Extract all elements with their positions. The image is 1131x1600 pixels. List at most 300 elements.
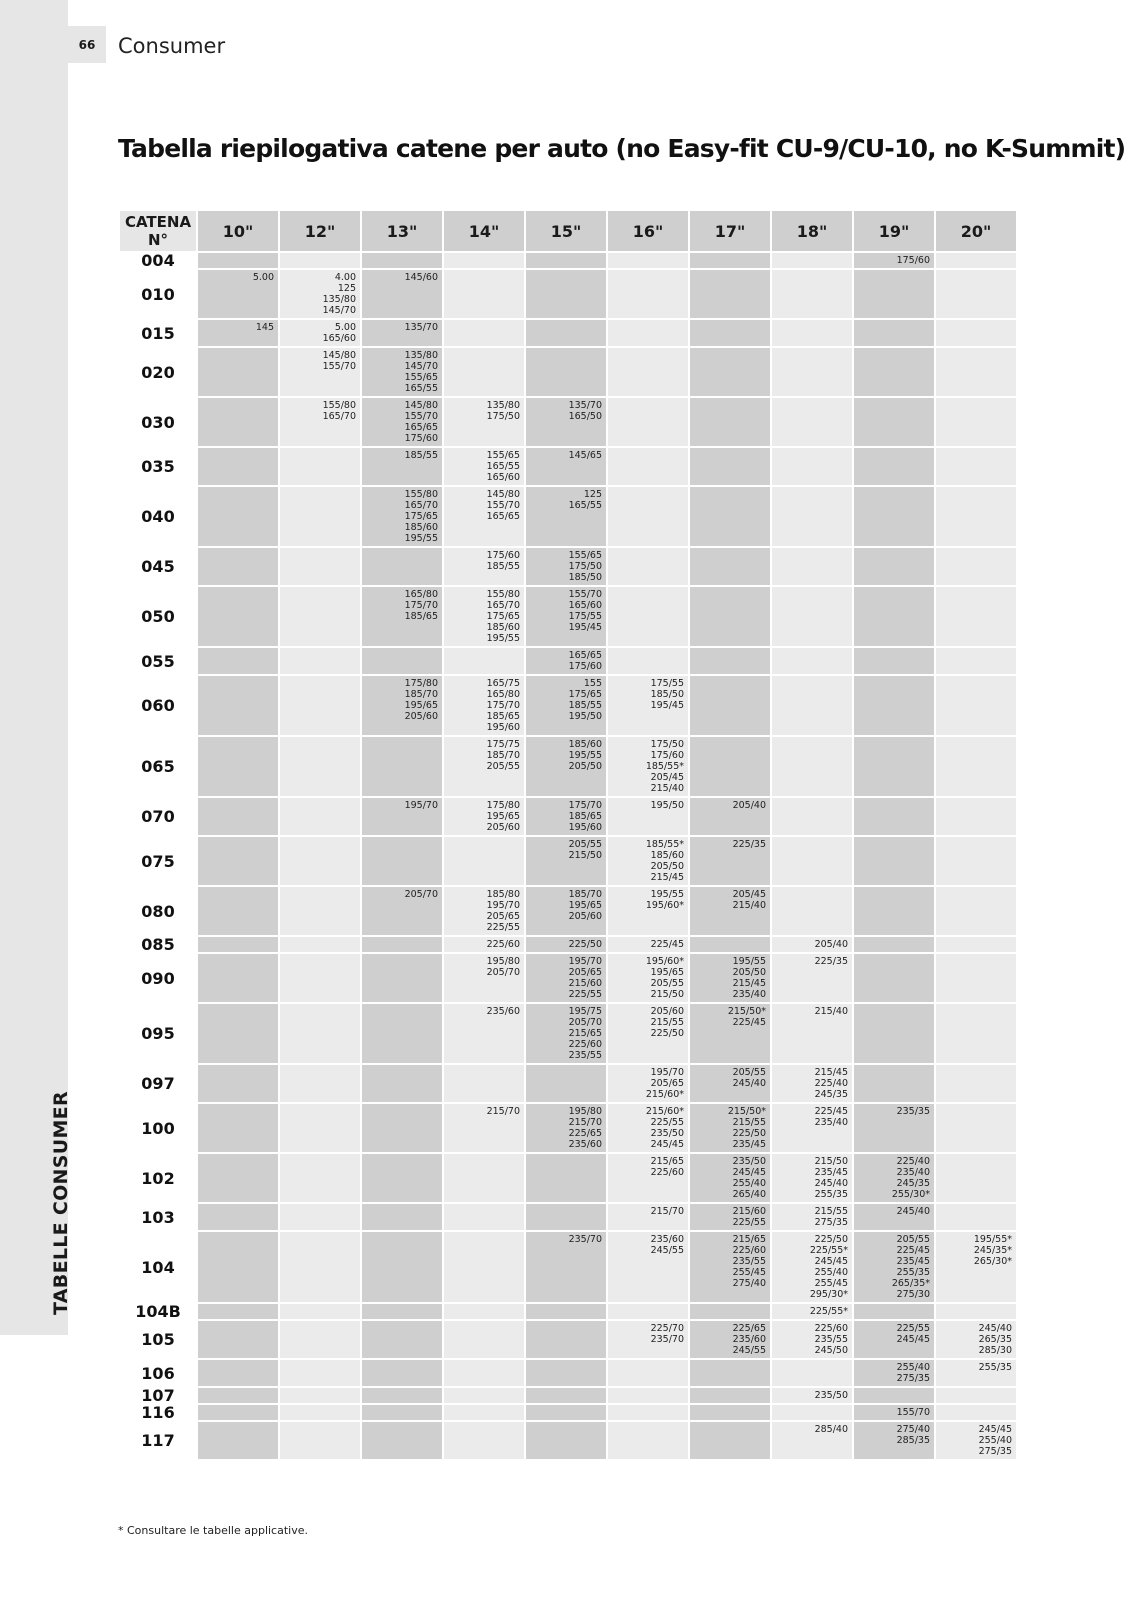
size-cell	[280, 1204, 360, 1230]
size-cell	[936, 1004, 1016, 1063]
size-cell: 155/70	[854, 1405, 934, 1420]
size-cell	[772, 348, 852, 396]
size-cell	[362, 954, 442, 1002]
size-cell	[772, 648, 852, 674]
size-cell	[772, 798, 852, 835]
size-cell: 185/55	[362, 448, 442, 485]
size-cell: 165/80 175/70 185/65	[362, 587, 442, 646]
size-cell	[198, 737, 278, 796]
size-cell	[854, 954, 934, 1002]
size-cell	[198, 1104, 278, 1152]
size-cell	[198, 937, 278, 952]
size-cell	[608, 487, 688, 546]
size-cell	[772, 398, 852, 446]
table-row	[120, 887, 1016, 935]
size-cell: 245/45 255/40 275/35	[936, 1422, 1016, 1459]
size-cell: 215/50 235/45 245/40 255/35	[772, 1154, 852, 1202]
size-cell	[936, 1304, 1016, 1319]
size-cell	[936, 348, 1016, 396]
size-cell	[198, 253, 278, 268]
size-cell: 185/60 195/55 205/50	[526, 737, 606, 796]
size-cell	[198, 1004, 278, 1063]
size-cell: 175/80 185/70 195/65 205/60	[362, 676, 442, 735]
size-cell: 175/70 185/65 195/60	[526, 798, 606, 835]
size-cell	[362, 1204, 442, 1230]
size-cell: 225/45 235/40	[772, 1104, 852, 1152]
size-cell	[854, 737, 934, 796]
size-cell	[608, 1388, 688, 1403]
size-cell	[198, 648, 278, 674]
size-cell	[936, 954, 1016, 1002]
size-cell	[280, 253, 360, 268]
size-cell	[444, 1232, 524, 1302]
table-row	[120, 1321, 1016, 1358]
table-header-row	[120, 211, 1016, 251]
size-cell	[608, 587, 688, 646]
table-row	[120, 1004, 1016, 1063]
size-cell	[936, 887, 1016, 935]
size-cell	[280, 1104, 360, 1152]
size-cell	[526, 270, 606, 318]
size-cell	[444, 1405, 524, 1420]
size-cell	[198, 1388, 278, 1403]
size-cell	[526, 1321, 606, 1358]
table-row	[120, 1154, 1016, 1202]
size-cell: 255/40 275/35	[854, 1360, 934, 1386]
size-cell	[526, 1304, 606, 1319]
table-row	[120, 1405, 1016, 1420]
chains-summary-table	[118, 209, 1018, 1461]
size-cell	[936, 398, 1016, 446]
size-cell: 195/70 205/65 215/60*	[608, 1065, 688, 1102]
catena-number: 015	[141, 323, 175, 343]
size-cell: 205/55 215/50	[526, 837, 606, 885]
size-cell	[444, 270, 524, 318]
size-cell	[936, 798, 1016, 835]
catena-number: 097	[141, 1074, 175, 1093]
size-cell	[772, 676, 852, 735]
size-cell: 215/55 275/35	[772, 1204, 852, 1230]
size-cell	[280, 548, 360, 585]
table-row	[120, 837, 1016, 885]
size-cell: 245/40 265/35 285/30	[936, 1321, 1016, 1358]
size-cell	[854, 837, 934, 885]
size-cell	[690, 676, 770, 735]
size-cell	[280, 487, 360, 546]
size-cell	[362, 1004, 442, 1063]
table-row	[120, 1388, 1016, 1403]
side-section-label: TABELLE CONSUMER	[50, 1091, 72, 1315]
table-row	[120, 937, 1016, 952]
size-cell	[854, 270, 934, 318]
table-row	[120, 1204, 1016, 1230]
size-cell: 165/65 175/60	[526, 648, 606, 674]
size-cell: 215/50* 215/55 225/50 235/45	[690, 1104, 770, 1152]
table-row	[120, 487, 1016, 546]
size-cell: 285/40	[772, 1422, 852, 1459]
size-cell	[608, 1304, 688, 1319]
size-cell: 205/70	[362, 887, 442, 935]
size-cell	[772, 1405, 852, 1420]
size-cell	[362, 837, 442, 885]
table-row	[120, 1360, 1016, 1386]
catena-number: 102	[141, 1168, 175, 1188]
size-cell: 215/65 225/60 235/55 255/45 275/40	[690, 1232, 770, 1302]
size-cell: 215/70	[608, 1204, 688, 1230]
size-cell: 235/50 245/45 255/40 265/40	[690, 1154, 770, 1202]
size-cell: 145/60	[362, 270, 442, 318]
size-cell	[772, 587, 852, 646]
size-cell	[936, 1065, 1016, 1102]
page-title: Tabella riepilogativa catene per auto (no Easy-fit CU-9/CU-10, no K-Summit)	[118, 134, 1126, 163]
size-cell	[608, 1422, 688, 1459]
size-cell	[362, 1232, 442, 1302]
size-cell	[444, 1422, 524, 1459]
size-cell	[444, 837, 524, 885]
size-cell: 225/70 235/70	[608, 1321, 688, 1358]
table-row	[120, 548, 1016, 585]
size-cell: 205/60 215/55 225/50	[608, 1004, 688, 1063]
size-cell	[198, 1154, 278, 1202]
catena-number: 106	[141, 1363, 175, 1383]
size-cell: 155/65 175/50 185/50	[526, 548, 606, 585]
table-row	[120, 798, 1016, 835]
size-cell	[198, 348, 278, 396]
size-cell	[362, 737, 442, 796]
size-cell: 225/45	[608, 937, 688, 952]
size-cell	[280, 837, 360, 885]
size-cell	[198, 487, 278, 546]
size-cell	[772, 320, 852, 346]
size-cell	[854, 398, 934, 446]
size-cell: 205/45 215/40	[690, 887, 770, 935]
size-cell	[854, 487, 934, 546]
size-cell	[690, 737, 770, 796]
size-cell: 215/70	[444, 1104, 524, 1152]
size-cell: 125 165/55	[526, 487, 606, 546]
size-cell: 135/80 145/70 155/65 165/55	[362, 348, 442, 396]
column-header: 17"	[690, 211, 770, 251]
size-cell	[936, 448, 1016, 485]
size-cell: 175/80 195/65 205/60	[444, 798, 524, 835]
size-cell: 235/70	[526, 1232, 606, 1302]
size-cell	[444, 1204, 524, 1230]
size-cell	[362, 253, 442, 268]
size-cell	[690, 320, 770, 346]
size-cell	[526, 1388, 606, 1403]
size-cell	[362, 648, 442, 674]
size-cell	[362, 1388, 442, 1403]
table-row	[120, 1065, 1016, 1102]
size-cell	[772, 448, 852, 485]
size-cell	[280, 1405, 360, 1420]
size-cell: 155/80 165/70	[280, 398, 360, 446]
catena-number: 010	[141, 284, 175, 304]
size-cell: 275/40 285/35	[854, 1422, 934, 1459]
table-row	[120, 1304, 1016, 1319]
catena-number: 030	[141, 412, 175, 432]
table-row	[120, 270, 1016, 318]
size-cell: 215/50* 225/45	[690, 1004, 770, 1063]
size-cell	[690, 1388, 770, 1403]
size-cell	[936, 1104, 1016, 1152]
size-cell: 205/40	[690, 798, 770, 835]
size-cell	[280, 1321, 360, 1358]
size-cell	[198, 398, 278, 446]
size-cell	[362, 1304, 442, 1319]
size-cell: 185/70 195/65 205/60	[526, 887, 606, 935]
size-cell	[444, 1154, 524, 1202]
column-header: 14"	[444, 211, 524, 251]
catena-number: 117	[141, 1431, 175, 1450]
size-cell	[690, 398, 770, 446]
size-cell	[854, 937, 934, 952]
size-cell: 225/60	[444, 937, 524, 952]
size-cell	[690, 487, 770, 546]
catena-number: 070	[141, 807, 175, 826]
size-cell: 215/40	[772, 1004, 852, 1063]
size-cell: 155/80 165/70 175/65 185/60 195/55	[444, 587, 524, 646]
size-cell: 195/55* 245/35* 265/30*	[936, 1232, 1016, 1302]
size-cell	[690, 587, 770, 646]
size-cell	[280, 676, 360, 735]
size-cell	[198, 1232, 278, 1302]
catena-number: 004	[141, 251, 175, 270]
size-cell	[854, 798, 934, 835]
size-cell: 225/60 235/55 245/50	[772, 1321, 852, 1358]
column-header: 18"	[772, 211, 852, 251]
size-cell	[198, 1204, 278, 1230]
size-cell	[936, 1388, 1016, 1403]
size-cell	[280, 1304, 360, 1319]
size-cell	[936, 320, 1016, 346]
catena-number: 080	[141, 901, 175, 921]
size-cell	[854, 887, 934, 935]
size-cell	[198, 587, 278, 646]
size-cell: 195/55 205/50 215/45 235/40	[690, 954, 770, 1002]
size-cell	[444, 253, 524, 268]
size-cell: 225/50	[526, 937, 606, 952]
size-cell	[526, 1204, 606, 1230]
size-cell: 135/80 175/50	[444, 398, 524, 446]
size-cell: 225/55 245/45	[854, 1321, 934, 1358]
table-row	[120, 320, 1016, 346]
size-cell	[362, 1360, 442, 1386]
size-cell	[198, 798, 278, 835]
size-cell: 185/80 195/70 205/65 225/55	[444, 887, 524, 935]
size-cell	[526, 1065, 606, 1102]
size-cell	[198, 1304, 278, 1319]
size-cell	[198, 1405, 278, 1420]
size-cell: 155/70 165/60 175/55 195/45	[526, 587, 606, 646]
size-cell: 225/35	[772, 954, 852, 1002]
size-cell: 245/40	[854, 1204, 934, 1230]
size-cell	[608, 348, 688, 396]
size-cell	[608, 1360, 688, 1386]
column-header: 10"	[198, 211, 278, 251]
size-cell: 175/50 175/60 185/55* 205/45 215/40	[608, 737, 688, 796]
size-cell: 165/75 165/80 175/70 185/65 195/60	[444, 676, 524, 735]
size-cell: 255/35	[936, 1360, 1016, 1386]
size-cell: 5.00 165/60	[280, 320, 360, 346]
table-row	[120, 676, 1016, 735]
size-cell	[772, 837, 852, 885]
size-cell	[854, 548, 934, 585]
catena-number: 085	[141, 935, 175, 954]
size-cell	[936, 1154, 1016, 1202]
table-row	[120, 398, 1016, 446]
size-cell	[936, 1204, 1016, 1230]
size-cell	[362, 1065, 442, 1102]
size-cell	[198, 1422, 278, 1459]
size-cell	[280, 448, 360, 485]
size-cell	[444, 320, 524, 346]
size-cell	[280, 798, 360, 835]
size-cell	[280, 1422, 360, 1459]
size-cell	[198, 887, 278, 935]
size-cell	[526, 253, 606, 268]
catena-number: 065	[141, 757, 175, 776]
size-cell	[526, 1405, 606, 1420]
size-cell	[854, 448, 934, 485]
size-cell	[854, 320, 934, 346]
size-cell	[936, 737, 1016, 796]
size-cell	[526, 348, 606, 396]
table-row	[120, 954, 1016, 1002]
column-header: 19"	[854, 211, 934, 251]
size-cell	[444, 1360, 524, 1386]
size-cell	[854, 1304, 934, 1319]
size-cell	[772, 737, 852, 796]
size-cell	[936, 487, 1016, 546]
size-cell	[280, 1065, 360, 1102]
size-cell	[936, 587, 1016, 646]
column-header: 15"	[526, 211, 606, 251]
table-row	[120, 348, 1016, 396]
table-row	[120, 587, 1016, 646]
size-cell	[690, 1304, 770, 1319]
size-cell	[198, 548, 278, 585]
size-cell	[198, 954, 278, 1002]
size-cell	[854, 1065, 934, 1102]
size-cell	[444, 1321, 524, 1358]
size-cell	[772, 1360, 852, 1386]
size-cell	[280, 587, 360, 646]
size-cell	[690, 1405, 770, 1420]
size-cell	[772, 487, 852, 546]
catena-number: 104	[141, 1257, 175, 1277]
size-cell	[772, 270, 852, 318]
size-cell: 4.00 125 135/80 145/70	[280, 270, 360, 318]
table-row	[120, 253, 1016, 268]
size-cell: 235/60 245/55	[608, 1232, 688, 1302]
size-cell	[198, 676, 278, 735]
catena-number: 050	[141, 607, 175, 626]
size-cell: 175/60 185/55	[444, 548, 524, 585]
column-header: 13"	[362, 211, 442, 251]
size-cell: 225/50 225/55* 245/45 255/40 255/45 295/30*	[772, 1232, 852, 1302]
size-cell	[690, 548, 770, 585]
size-cell	[280, 1232, 360, 1302]
size-cell	[936, 1405, 1016, 1420]
size-cell	[280, 737, 360, 796]
size-cell: 145/80 155/70 165/65 175/60	[362, 398, 442, 446]
size-cell	[936, 253, 1016, 268]
size-cell: 155/65 165/55 165/60	[444, 448, 524, 485]
size-cell: 195/55 195/60*	[608, 887, 688, 935]
size-cell	[608, 1405, 688, 1420]
size-cell: 215/45 225/40 245/35	[772, 1065, 852, 1102]
footnote: * Consultare le tabelle applicative.	[118, 1524, 308, 1537]
size-cell: 155/80 165/70 175/65 185/60 195/55	[362, 487, 442, 546]
section-name: Consumer	[118, 34, 226, 58]
size-cell	[280, 1154, 360, 1202]
size-cell: 195/80 215/70 225/65 235/60	[526, 1104, 606, 1152]
size-cell	[444, 648, 524, 674]
size-cell	[198, 1321, 278, 1358]
size-cell	[854, 587, 934, 646]
size-cell	[608, 648, 688, 674]
table-row	[120, 1104, 1016, 1152]
size-cell	[772, 548, 852, 585]
size-cell: 5.00	[198, 270, 278, 318]
size-cell: 145	[198, 320, 278, 346]
size-cell: 135/70 165/50	[526, 398, 606, 446]
size-cell	[444, 1304, 524, 1319]
catena-number: 104B	[135, 1302, 181, 1321]
size-cell	[772, 887, 852, 935]
size-cell	[198, 448, 278, 485]
size-cell	[690, 270, 770, 318]
size-cell	[936, 270, 1016, 318]
catena-number: 116	[141, 1403, 175, 1422]
size-cell: 225/55*	[772, 1304, 852, 1319]
size-cell	[280, 887, 360, 935]
size-cell: 135/70	[362, 320, 442, 346]
size-cell	[362, 1154, 442, 1202]
size-cell: 195/50	[608, 798, 688, 835]
size-cell: 175/55 185/50 195/45	[608, 676, 688, 735]
catena-number: 103	[141, 1207, 175, 1227]
size-cell	[608, 320, 688, 346]
size-cell	[280, 648, 360, 674]
size-cell	[854, 348, 934, 396]
size-cell	[690, 648, 770, 674]
size-cell: 205/55 225/45 235/45 255/35 265/35* 275/30	[854, 1232, 934, 1302]
size-cell	[772, 253, 852, 268]
size-cell	[854, 1004, 934, 1063]
column-header: 12"	[280, 211, 360, 251]
size-cell	[690, 253, 770, 268]
size-cell	[362, 937, 442, 952]
size-cell: 235/60	[444, 1004, 524, 1063]
size-cell: 175/60	[854, 253, 934, 268]
size-cell	[936, 548, 1016, 585]
size-cell	[280, 1388, 360, 1403]
size-cell: 145/65	[526, 448, 606, 485]
size-cell	[362, 548, 442, 585]
size-cell: 215/60* 225/55 235/50 245/45	[608, 1104, 688, 1152]
size-cell	[280, 954, 360, 1002]
size-cell: 235/50	[772, 1388, 852, 1403]
size-cell	[526, 1360, 606, 1386]
size-cell	[690, 348, 770, 396]
size-cell	[280, 1004, 360, 1063]
size-cell	[444, 1388, 524, 1403]
page-number: 66	[68, 26, 106, 63]
size-cell	[526, 320, 606, 346]
size-cell	[198, 837, 278, 885]
